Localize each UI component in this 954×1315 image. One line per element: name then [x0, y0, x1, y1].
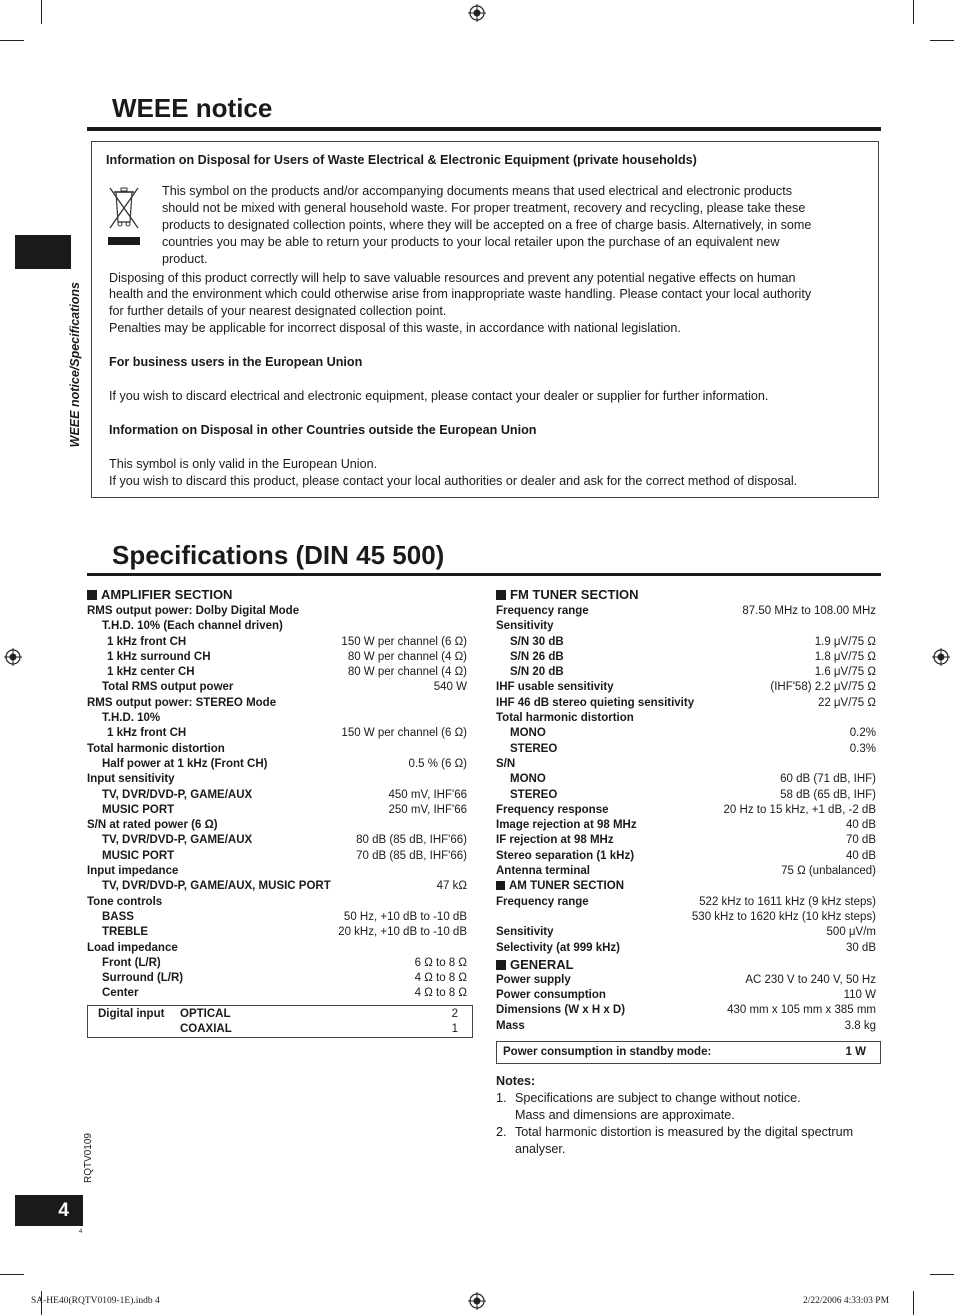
spec-row — [87, 726, 467, 741]
coaxial-label: COAXIAL — [180, 1023, 232, 1035]
footer-file-name: SA-HE40(RQTV0109-1E).indb 4 — [31, 1296, 160, 1306]
spec-value: (IHF'58) 2.2 μV/75 Ω — [770, 681, 876, 694]
spec-value: 150 W per channel (6 Ω) — [341, 727, 467, 740]
spec-row — [87, 772, 467, 787]
spec-row — [496, 772, 876, 787]
note-text: analyser. — [515, 1142, 566, 1156]
crossed-out-wheelie-bin-icon — [107, 184, 141, 246]
spec-label: Frequency range — [496, 605, 589, 617]
spec-row — [87, 864, 467, 879]
spec-row — [496, 1003, 876, 1018]
spec-row — [496, 895, 876, 910]
spec-row — [496, 788, 876, 803]
section-bullet-icon — [496, 590, 506, 600]
spec-value: 80 W per channel (4 Ω) — [347, 650, 467, 663]
spec-label: 1 kHz front CH — [107, 727, 187, 740]
outside-eu-heading: Information on Disposal in other Countries outside the European Union — [109, 423, 537, 437]
spec-label: IF rejection at 98 MHz — [496, 834, 614, 847]
spec-row — [87, 680, 467, 695]
spec-label: Sensitivity — [496, 620, 554, 633]
spec-row — [496, 650, 876, 665]
spec-row — [87, 711, 467, 726]
spec-label: T.H.D. 10% (Each channel driven) — [102, 620, 283, 633]
crop-mark — [913, 1291, 914, 1315]
spec-value: 80 dB (85 dB, IHF'66) — [356, 834, 467, 847]
spec-row — [496, 849, 876, 864]
spec-row — [87, 635, 467, 650]
optical-count: 2 — [451, 1008, 458, 1020]
crop-mark — [0, 40, 24, 41]
spec-label: IHF usable sensitivity — [496, 681, 614, 694]
spec-value: 60 dB (71 dB, IHF) — [780, 773, 876, 786]
spec-row — [87, 665, 467, 680]
spec-value: 80 W per channel (4 Ω) — [347, 666, 467, 679]
standby-value: 1 W — [845, 1046, 866, 1058]
spec-value: 4 Ω to 8 Ω — [414, 987, 467, 1000]
spec-value: 50 Hz, +10 dB to -10 dB — [343, 910, 467, 923]
note-item — [496, 1124, 886, 1158]
spec-label: S/N 20 dB — [510, 666, 564, 679]
weee-title: WEEE notice — [112, 93, 273, 123]
standby-label: Power consumption in standby mode: — [503, 1046, 712, 1058]
spec-label: Stereo separation (1 kHz) — [496, 849, 635, 862]
spec-value: 22 μV/75 Ω — [817, 696, 876, 709]
note-text: Specifications are subject to change without notice. — [515, 1091, 801, 1105]
spec-value: 30 dB — [845, 941, 876, 954]
spec-row — [496, 910, 876, 925]
symbol-text-line: This symbol on the products and/or accompanying documents means that used electrical and electronic products — [162, 184, 793, 198]
spec-label: Frequency response — [496, 803, 609, 816]
spec-row — [87, 971, 467, 986]
spec-row — [496, 696, 876, 711]
spec-row — [87, 895, 467, 910]
spec-value: 87.50 MHz to 108.00 MHz — [742, 605, 876, 617]
spec-value: 530 kHz to 1620 kHz (10 kHz steps) — [691, 910, 876, 923]
spec-label: Frequency range — [496, 895, 589, 908]
spec-label: IHF 46 dB stereo quieting sensitivity — [496, 696, 695, 709]
spec-row — [87, 788, 467, 803]
spec-value: 3.8 kg — [844, 1019, 876, 1032]
business-text: If you wish to discard electrical and electronic equipment, please contact your dealer or supplier for further information. — [109, 389, 769, 403]
spec-label: Total harmonic distortion — [496, 712, 634, 725]
spec-value: 75 Ω (unbalanced) — [781, 865, 876, 878]
spec-row — [496, 988, 876, 1003]
spec-label: Center — [102, 987, 139, 1000]
spec-label: Dimensions (W x H x D) — [496, 1004, 626, 1017]
spec-label: Total RMS output power — [102, 681, 234, 694]
spec-label: BASS — [102, 910, 134, 923]
spec-value: 150 W per channel (6 Ω) — [341, 635, 467, 648]
spec-row — [496, 833, 876, 848]
coaxial-count: 1 — [451, 1023, 458, 1035]
spec-label: TREBLE — [102, 926, 148, 939]
tuner-general-section — [496, 586, 876, 1034]
side-section-label: WEEE notice/Specifications — [68, 282, 82, 448]
amplifier-section — [87, 586, 467, 1002]
spec-label: Half power at 1 kHz (Front CH) — [102, 757, 268, 770]
spec-label: S/N 26 dB — [510, 650, 564, 663]
spec-row — [496, 726, 876, 741]
digital-input-label: Digital input — [98, 1008, 165, 1020]
spec-label: RMS output power: STEREO Mode — [87, 696, 277, 709]
specs-title: Specifications (DIN 45 500) — [112, 540, 445, 570]
spec-label: MONO — [510, 773, 546, 786]
spec-row — [496, 604, 876, 619]
spec-label: S/N — [496, 757, 516, 770]
spec-value: 20 kHz, +10 dB to -10 dB — [338, 926, 467, 939]
spec-label: Total harmonic distortion — [87, 742, 225, 755]
outside-eu-text: If you wish to discard this product, please contact your local authorities or dealer and ask for the correct method of disposal. — [109, 474, 798, 488]
footer-timestamp: 2/22/2006 4:33:03 PM — [803, 1296, 890, 1306]
spec-label: MONO — [510, 727, 546, 740]
spec-label: RMS output power: Dolby Digital Mode — [87, 605, 300, 617]
spec-row — [87, 619, 467, 634]
page-number: 4 — [15, 1195, 83, 1226]
crop-mark — [0, 1274, 24, 1275]
spec-row — [496, 665, 876, 680]
symbol-text-line: countries you may be able to return your products to your local retailer upon the purchase of an equivalent new — [162, 235, 780, 249]
spec-label: T.H.D. 10% — [102, 712, 161, 725]
notes-block — [496, 1073, 886, 1158]
spec-label: Surround (L/R) — [102, 972, 184, 985]
registration-mark-icon — [468, 1292, 486, 1310]
spec-value: 522 kHz to 1611 kHz (9 kHz steps) — [699, 895, 876, 908]
spec-value: 20 Hz to 15 kHz, +1 dB, -2 dB — [723, 803, 876, 816]
spec-row — [87, 986, 467, 1001]
spec-label: Image rejection at 98 MHz — [496, 819, 637, 832]
spec-label: TV, DVR/DVD-P, GAME/AUX — [102, 788, 253, 801]
spec-label: STEREO — [510, 742, 558, 755]
spec-label: TV, DVR/DVD-P, GAME/AUX, MUSIC PORT — [102, 880, 331, 893]
business-heading: For business users in the European Union — [109, 355, 363, 369]
spec-row — [87, 910, 467, 925]
spec-label: Power consumption — [496, 989, 606, 1002]
amplifier-heading: AMPLIFIER SECTION — [87, 586, 467, 604]
notes-heading: Notes: — [496, 1074, 536, 1088]
spec-value: 70 dB (85 dB, IHF'66) — [356, 849, 467, 862]
standby-power-box — [496, 1041, 881, 1064]
spec-label: Power supply — [496, 973, 571, 986]
spec-row — [496, 711, 876, 726]
note-text: Total harmonic distortion is measured by the digital spectrum — [515, 1125, 854, 1139]
section-bullet-icon — [496, 881, 505, 890]
spec-row — [496, 925, 876, 940]
disposing-text-line: for further details of your nearest designated collection point. — [109, 304, 447, 318]
section-bullet-icon — [87, 590, 97, 600]
spec-value: 0.3% — [849, 742, 876, 755]
spec-row — [87, 650, 467, 665]
spec-label: MUSIC PORT — [102, 803, 175, 816]
spec-label: Load impedance — [87, 941, 178, 954]
optical-label: OPTICAL — [180, 1008, 231, 1020]
spec-row — [87, 696, 467, 711]
tiny-page-number: 4 — [79, 1229, 83, 1235]
spec-row — [87, 803, 467, 818]
registration-mark-icon — [4, 648, 22, 666]
spec-label: Tone controls — [87, 895, 163, 908]
spec-row — [87, 818, 467, 833]
note-number: 2. — [496, 1125, 507, 1139]
spec-value: 1.6 μV/75 Ω — [814, 666, 876, 679]
note-item — [496, 1090, 886, 1124]
spec-value: 58 dB (65 dB, IHF) — [780, 788, 876, 801]
registration-mark-icon — [468, 4, 486, 22]
note-number: 1. — [496, 1091, 507, 1105]
spec-value: 1.8 μV/75 Ω — [814, 650, 876, 663]
spec-row — [496, 635, 876, 650]
spec-row — [87, 879, 467, 894]
spec-label: Antenna terminal — [496, 865, 590, 878]
spec-value: 6 Ω to 8 Ω — [414, 956, 467, 969]
am-tuner-heading: AM TUNER SECTION — [496, 879, 876, 894]
spec-row — [496, 803, 876, 818]
disposing-text-line: Disposing of this product correctly will help to save valuable resources and prevent any potential negative effects on human — [109, 271, 796, 285]
spec-row — [496, 680, 876, 695]
spec-row — [87, 604, 467, 619]
spec-value: 47 kΩ — [436, 880, 467, 893]
spec-value: 0.2% — [849, 727, 876, 740]
spec-label: STEREO — [510, 788, 558, 801]
crop-mark — [913, 0, 914, 24]
spec-row — [496, 619, 876, 634]
fm-tuner-heading: FM TUNER SECTION — [496, 586, 876, 604]
spec-label: Front (L/R) — [102, 956, 161, 969]
crop-mark — [41, 0, 42, 24]
spec-row — [87, 849, 467, 864]
spec-value: 70 dB — [845, 834, 876, 847]
general-heading: GENERAL — [496, 956, 876, 973]
spec-row — [87, 742, 467, 757]
spec-row — [87, 956, 467, 971]
spec-value: 40 dB — [845, 819, 876, 832]
spec-row — [496, 941, 876, 956]
spec-label: MUSIC PORT — [102, 849, 175, 862]
spec-label: S/N at rated power (6 Ω) — [87, 819, 218, 832]
symbol-text-line: product. — [162, 252, 208, 266]
outside-eu-text: This symbol is only valid in the European Union. — [109, 457, 378, 471]
title-rule — [87, 127, 881, 131]
spec-row — [496, 973, 876, 988]
side-tab-marker — [15, 235, 71, 269]
spec-label: Mass — [496, 1019, 525, 1032]
title-rule — [87, 573, 881, 576]
spec-value: 540 W — [433, 681, 467, 694]
symbol-text-line: products to designated collection points, where they will be accepted on a free of charge basis. Alternatively, in some — [162, 218, 812, 232]
spec-label: S/N 30 dB — [510, 635, 564, 648]
spec-label: TV, DVR/DVD-P, GAME/AUX — [102, 834, 253, 847]
spec-value: 1.9 μV/75 Ω — [814, 635, 876, 648]
document-code: RQTV0109 — [83, 1133, 94, 1184]
spec-label: Sensitivity — [496, 926, 554, 939]
digital-input-box — [87, 1005, 473, 1038]
spec-label: Selectivity (at 999 kHz) — [496, 941, 621, 954]
spec-value: 40 dB — [845, 849, 876, 862]
spec-row — [496, 742, 876, 757]
spec-value: 0.5 % (6 Ω) — [408, 757, 467, 770]
weee-heading: Information on Disposal for Users of Waste Electrical & Electronic Equipment (private households) — [106, 153, 697, 167]
spec-row — [496, 1019, 876, 1034]
spec-value: 250 mV, IHF'66 — [388, 803, 467, 816]
spec-row — [87, 941, 467, 956]
section-bullet-icon — [496, 960, 506, 970]
symbol-text-line: should not be mixed with general household waste. For proper treatment, recovery and recycling, please take these — [162, 201, 806, 215]
registration-mark-icon — [932, 648, 950, 666]
spec-value: AC 230 V to 240 V, 50 Hz — [745, 973, 876, 986]
spec-label: Input impedance — [87, 865, 179, 878]
spec-row — [496, 757, 876, 772]
penalties-text: Penalties may be applicable for incorrect disposal of this waste, in accordance with national legislation. — [109, 321, 681, 335]
spec-row — [496, 864, 876, 879]
spec-value: 430 mm x 105 mm x 385 mm — [727, 1004, 876, 1017]
crop-mark — [930, 1274, 954, 1275]
spec-value: 110 W — [843, 989, 876, 1002]
spec-row — [87, 925, 467, 940]
spec-label: 1 kHz surround CH — [107, 650, 211, 663]
spec-row — [496, 818, 876, 833]
spec-value: 4 Ω to 8 Ω — [414, 972, 467, 985]
spec-row — [87, 757, 467, 772]
spec-label: 1 kHz center CH — [107, 666, 195, 679]
disposing-text-line: health and the environment which could otherwise arise from inappropriate waste handling. Please contact your local authority — [109, 287, 812, 301]
spec-label: Input sensitivity — [87, 773, 175, 786]
crop-mark — [930, 40, 954, 41]
spec-label: 1 kHz front CH — [107, 635, 187, 648]
spec-row — [87, 833, 467, 848]
note-text: Mass and dimensions are approximate. — [515, 1108, 735, 1122]
spec-value: 450 mV, IHF'66 — [388, 788, 467, 801]
spec-value: 500 μV/m — [826, 926, 876, 939]
